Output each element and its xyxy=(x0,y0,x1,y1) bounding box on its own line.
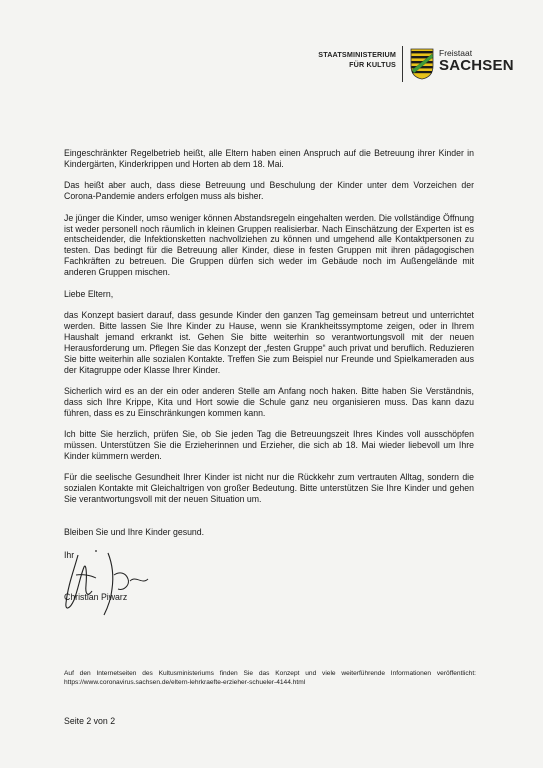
saxony-coat-of-arms-icon xyxy=(410,48,434,80)
footer-note: Auf den Internetseiten des Kultusministeriums finden Sie das Konzept und viele weiterführende Informationen veröffentlicht: https://www.coronavirus.sachsen.de/eltern-lehrkraefte-erzieher-schueler-4144.html xyxy=(64,670,476,686)
paragraph-4: das Konzept basiert darauf, dass gesunde Kinder den ganzen Tag gemeinsam betreut und unterrichtet werden. Bitte lassen Sie Ihre Kinder zu Hause, wenn sie Krankheitssymptome zeigen, oder in Ihrem Haushalt jemand erkrankt ist. Gehen Sie bitte weiterhin so verantwortungsvoll mit der neuen Herausforderung um. Pflegen Sie das Konzept der „festen Gruppe“ auch privat und beruflich. Reduzieren Sie bitte weiterhin alle sozialen Kontakte. Treffen Sie zum Beispiel nur Freunde und Spielkameraden aus der Kitagruppe oder Klasse Ihrer Kinder. xyxy=(64,309,474,375)
paragraph-3: Je jünger die Kinder, umso weniger können Abstandsregeln eingehalten werden. Die vollständige Öffnung ist weder personell noch räumlich in kleinen Gruppen realisierbar. Nach Einschätzung der Experten ist es entscheidender, die Infektionsketten nachvollziehen zu können und umgehend alle Kontaktpersonen zu testen. Das bedingt für die Betreuung aller Kinder, diese in festen Gruppen mit ihren pädagogischen Fachkräften zu betreuen. Die Gruppen dürfen sich weder im Gebäude noch im Außengelände mit anderen Gruppen mischen. xyxy=(64,212,474,278)
page-number: Seite 2 von 2 xyxy=(64,716,116,726)
ihr-label: Ihr xyxy=(64,550,75,560)
salutation: Liebe Eltern, xyxy=(64,288,114,299)
ministry-line-1: STAATSMINISTERIUM xyxy=(318,50,396,59)
paragraph-7: Für die seelische Gesundheit Ihrer Kinder ist nicht nur die Rückkehr zum vertrauten Alltag, sondern die sozialen Kontakte mit Gleichaltrigen von großer Bedeutung. Bitte unterstützen Sie Ihre Kinder und gehen Sie verantwortungsvoll mit der neuen Situation um. xyxy=(64,472,474,505)
paragraph-1: Eingeschränkter Regelbetrieb heißt, alle Eltern haben einen Anspruch auf die Betreuung ihrer Kinder in Kindergärten, Kinderkrippen und Horten ab dem 18. Mai. xyxy=(64,148,474,169)
header-divider xyxy=(402,46,403,82)
letter-body xyxy=(64,148,474,516)
ministry-name xyxy=(306,50,396,70)
paragraph-2: Das heißt aber auch, dass diese Betreuung und Beschulung der Kinder unter dem Vorzeichen der Corona-Pandemie anders erfolgen muss als bisher. xyxy=(64,180,474,202)
ministry-line-2: FÜR KULTUS xyxy=(349,60,396,69)
handwritten-signature xyxy=(56,545,166,625)
closing-line: Bleiben Sie und Ihre Kinder gesund. xyxy=(64,527,205,537)
signatory-name: Christian Piwarz xyxy=(64,592,128,602)
paragraph-5: Sicherlich wird es an der ein oder anderen Stelle am Anfang noch haken. Bitte haben Sie Verständnis, dass sich Ihre Krippe, Kita und Hort sowie die Schule ganz neu organisieren muss. Das kann dazu führen, dass es zu Einschränkungen kommen kann. xyxy=(64,385,474,418)
freistaat-label: Freistaat xyxy=(439,48,473,58)
sachsen-wordmark: SACHSEN xyxy=(439,57,514,74)
paragraph-6: Ich bitte Sie herzlich, prüfen Sie, ob Sie jeden Tag die Betreuungszeit Ihres Kindes voll ausschöpfen müssen. Unterstützen Sie die Erzieherinnen und Erzieher, die sich ab 18. Mai wieder liebevoll um Ihre Kinder kümmern werden. xyxy=(64,429,474,461)
